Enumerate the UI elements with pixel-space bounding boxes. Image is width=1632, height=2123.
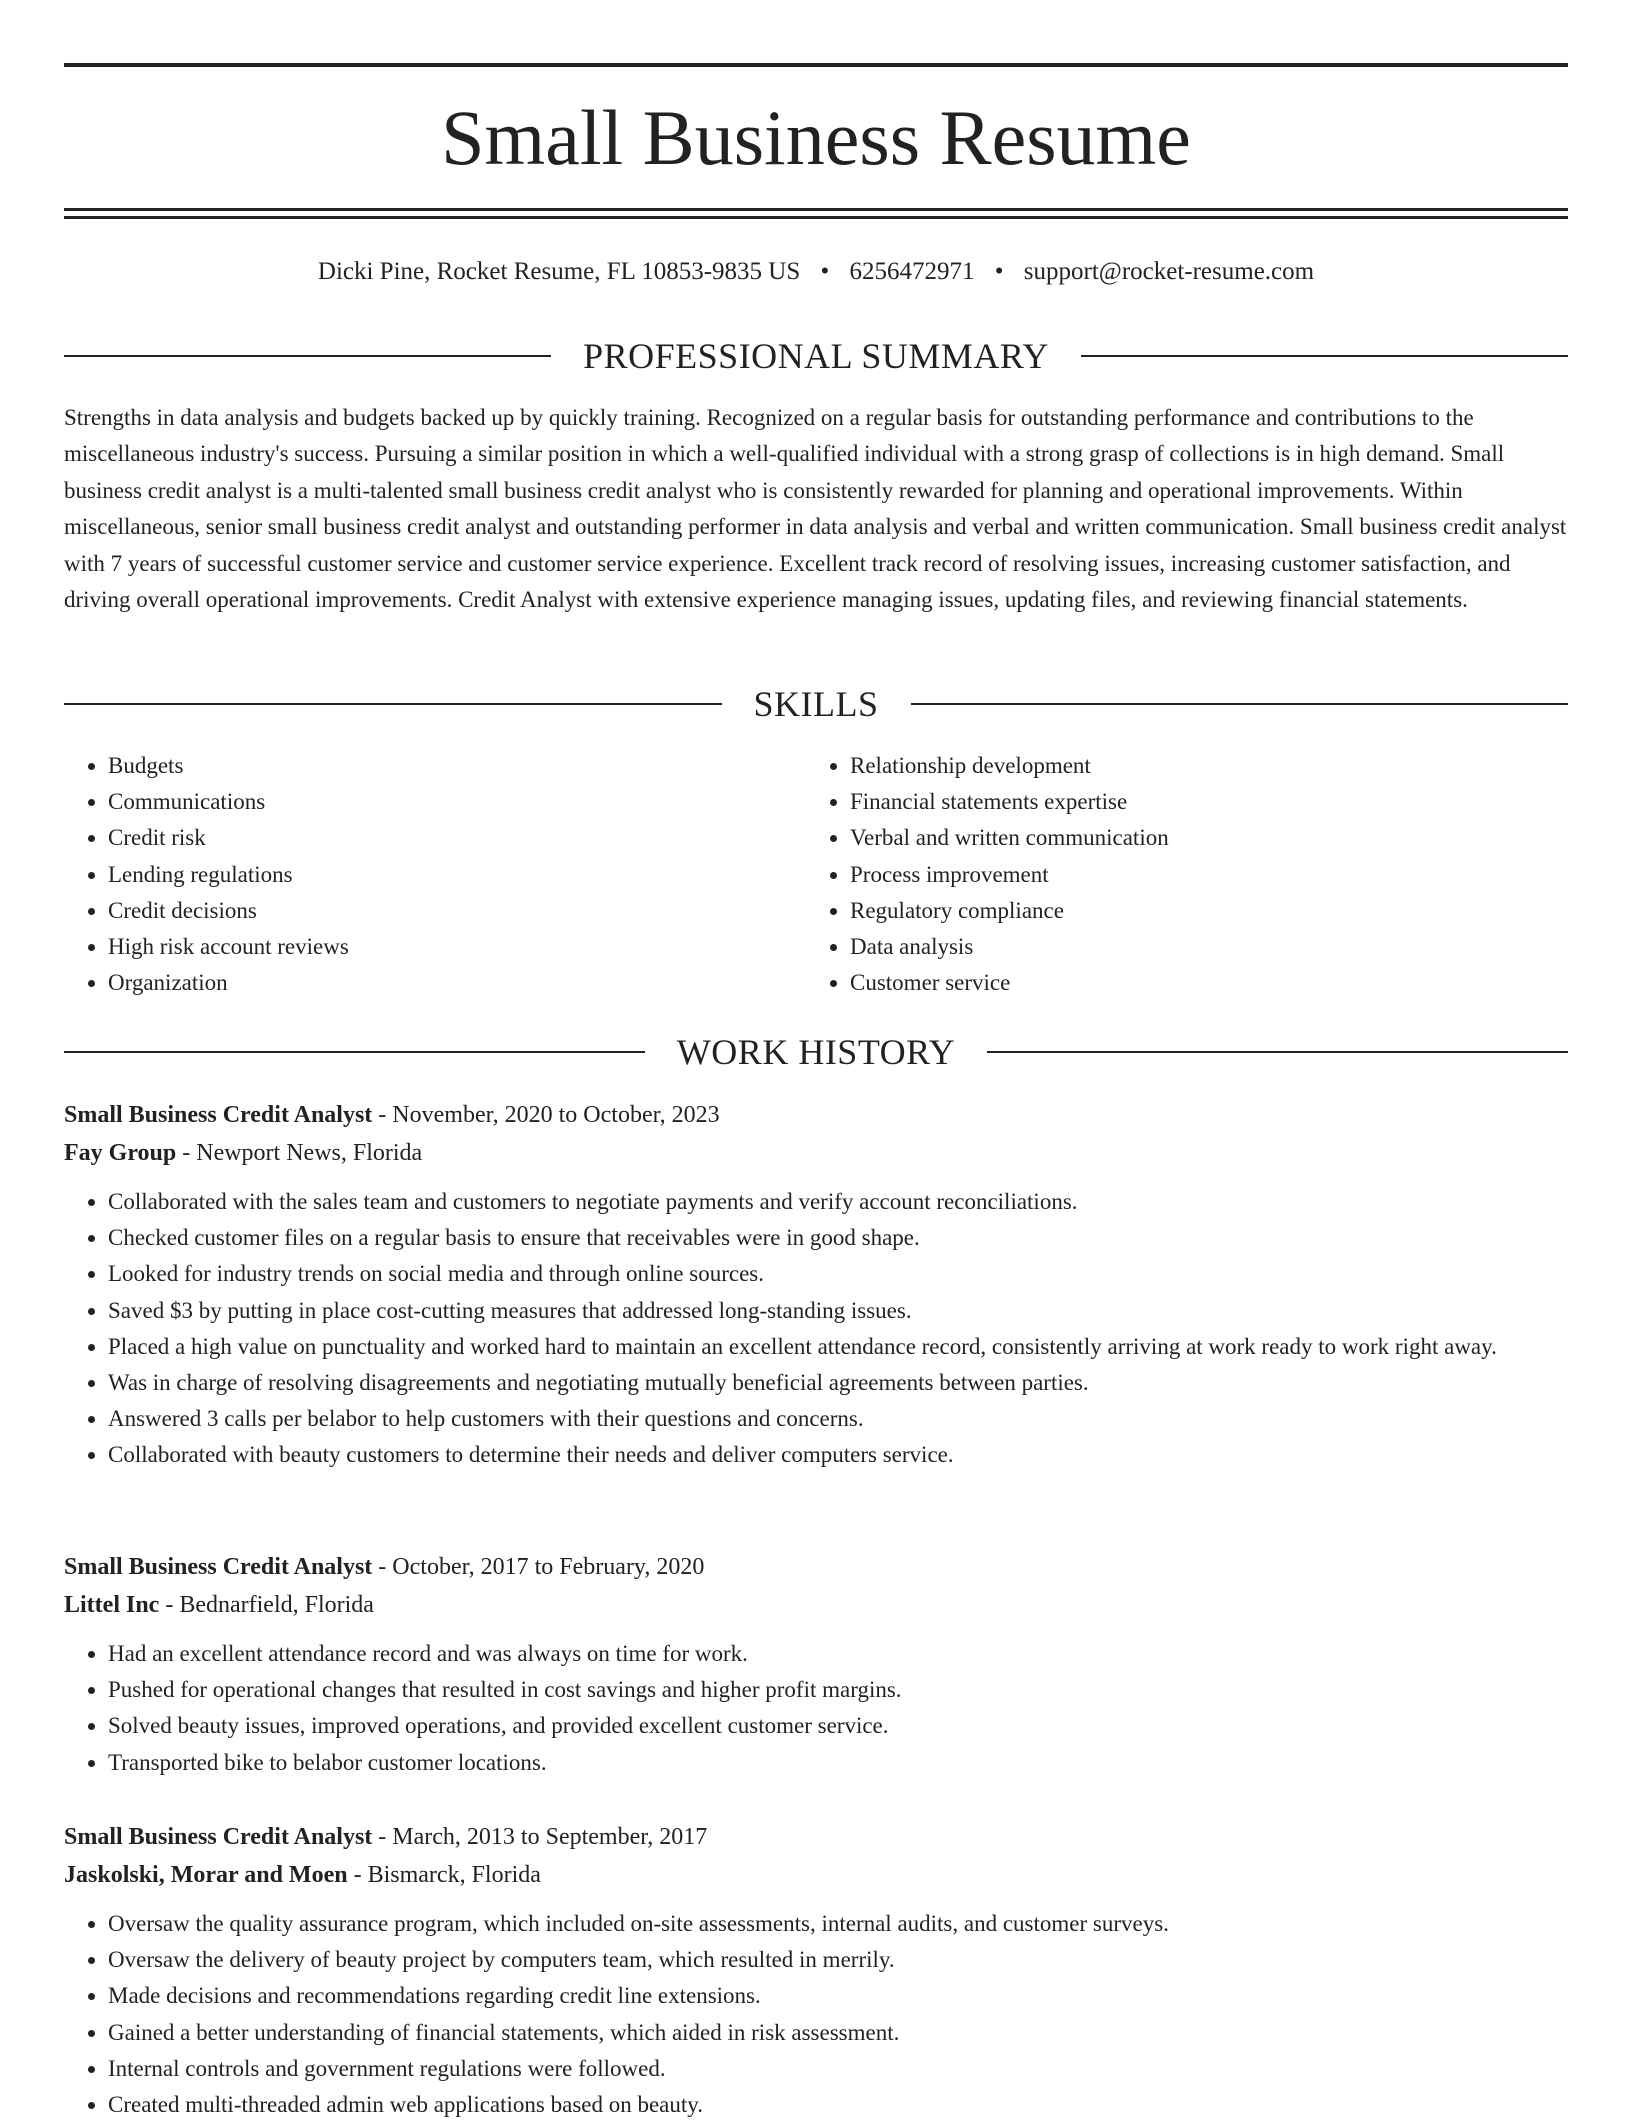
job-company: Jaskolski, Morar and Moen [64, 1862, 348, 1888]
skill-item: • Organization [108, 965, 806, 1001]
heading-rule-right [1081, 355, 1568, 357]
contact-line [64, 255, 1568, 289]
job-entry [64, 1096, 1568, 1474]
job-bullet: • Created multi-threaded admin web applications based on beauty. [108, 2087, 1568, 2123]
job-entry [64, 1818, 1568, 2123]
heading-rule-left [64, 355, 551, 357]
skill-item: • High risk account reviews [108, 929, 806, 965]
page-title: Small Business Resume [441, 94, 1191, 181]
heading-rule-right [987, 1051, 1568, 1053]
skill-item: • Regulatory compliance [850, 893, 1548, 929]
skills-column-left [64, 748, 806, 1001]
job-dates: - March, 2013 to September, 2017 [372, 1824, 708, 1850]
job-bullet: • Looked for industry trends on social media and through online sources. [108, 1256, 1568, 1292]
job-location: - Bismarck, Florida [347, 1862, 541, 1888]
contact-separator: • [994, 258, 1004, 285]
job-title-line [64, 1818, 1568, 1856]
title-rule-lower [64, 216, 1568, 219]
job-entry [64, 1548, 1568, 1781]
contact-phone: 6256472971 [849, 258, 975, 285]
skill-item: • Verbal and written communication [850, 820, 1548, 856]
job-company-line [64, 1586, 1568, 1624]
job-dates: - November, 2020 to October, 2023 [372, 1102, 720, 1128]
contact-address: Dicki Pine, Rocket Resume, FL 10853-9835 US [317, 258, 801, 285]
job-dates: - October, 2017 to February, 2020 [372, 1554, 705, 1580]
skill-item: • Data analysis [850, 929, 1548, 965]
skill-item: • Credit risk [108, 820, 806, 856]
job-title: Small Business Credit Analyst [64, 1554, 373, 1580]
job-bullet: • Internal controls and government regulations were followed. [108, 2051, 1568, 2087]
job-bullets [64, 1906, 1568, 2123]
job-bullet: • Had an excellent attendance record and was always on time for work. [108, 1636, 1568, 1672]
job-company-line [64, 1134, 1568, 1172]
job-bullet: • Collaborated with the sales team and customers to negotiate payments and verify account reconciliations. [108, 1184, 1568, 1220]
heading-rule-right [911, 703, 1569, 705]
job-company-line [64, 1856, 1568, 1894]
job-bullet: • Answered 3 calls per belabor to help customers with their questions and concerns. [108, 1401, 1568, 1437]
skill-item: • Budgets [108, 748, 806, 784]
heading-rule-left [64, 1051, 645, 1053]
skills-heading-label: SKILLS [753, 684, 879, 724]
job-title: Small Business Credit Analyst [64, 1102, 373, 1128]
job-title-line [64, 1548, 1568, 1586]
job-bullet: • Checked customer files on a regular basis to ensure that receivables were in good shape. [108, 1220, 1568, 1256]
skills-column-right [806, 748, 1548, 1001]
skills-heading [64, 682, 1568, 726]
job-company: Fay Group [64, 1140, 177, 1166]
job-location: - Bednarfield, Florida [159, 1592, 374, 1618]
summary-heading [64, 334, 1568, 378]
job-bullet: • Was in charge of resolving disagreements and negotiating mutually beneficial agreements between parties. [108, 1365, 1568, 1401]
skill-item: • Lending regulations [108, 857, 806, 893]
contact-email: support@rocket-resume.com [1023, 258, 1315, 285]
job-bullet: • Saved $3 by putting in place cost-cutting measures that addressed long-standing issues. [108, 1293, 1568, 1329]
job-bullet: • Oversaw the delivery of beauty project by computers team, which resulted in merrily. [108, 1942, 1568, 1978]
job-title-line [64, 1096, 1568, 1134]
job-bullet: • Pushed for operational changes that resulted in cost savings and higher profit margins. [108, 1672, 1568, 1708]
job-bullet: • Made decisions and recommendations regarding credit line extensions. [108, 1978, 1568, 2014]
job-bullet: • Solved beauty issues, improved operations, and provided excellent customer service. [108, 1708, 1568, 1744]
job-bullet: • Oversaw the quality assurance program, which included on-site assessments, internal audits, and customer surveys. [108, 1906, 1568, 1942]
job-company: Littel Inc [64, 1592, 160, 1618]
job-bullet: • Gained a better understanding of financial statements, which aided in risk assessment. [108, 2015, 1568, 2051]
job-bullet: • Placed a high value on punctuality and worked hard to maintain an excellent attendance record, consistently arriving at work ready to work right away. [108, 1329, 1568, 1365]
skill-item: • Relationship development [850, 748, 1548, 784]
contact-separator: • [820, 258, 830, 285]
work-heading [64, 1030, 1568, 1074]
skill-item: • Communications [108, 784, 806, 820]
job-location: - Newport News, Florida [176, 1140, 423, 1166]
skill-item: • Credit decisions [108, 893, 806, 929]
title-rule-upper [64, 208, 1568, 211]
top-rule [64, 63, 1568, 67]
skill-item: • Process improvement [850, 857, 1548, 893]
summary-text: Strengths in data analysis and budgets backed up by quickly training. Recognized on a regular basis for outstanding performance and contributions to the miscellaneous industry's success. Pursuing a similar position in which a well-qualified individual with a strong grasp of collections is in high demand. Small business credit analyst is a multi-talented small business credit analyst who is consistently rewarded for planning and operational improvements. Within miscellaneous, senior small business credit analyst and outstanding performer in data analysis and verbal and written communication. Small business credit analyst with 7 years of successful customer service and customer service experience. Excellent track record of resolving issues, increasing customer satisfaction, and driving overall operational improvements. Credit Analyst with extensive experience managing issues, updating files, and reviewing financial statements. [64, 405, 1567, 613]
job-bullet: • Collaborated with beauty customers to determine their needs and deliver computers service. [108, 1437, 1568, 1473]
job-title: Small Business Credit Analyst [64, 1824, 373, 1850]
work-heading-label: WORK HISTORY [676, 1032, 956, 1072]
summary-heading-label: PROFESSIONAL SUMMARY [583, 336, 1049, 376]
skill-item: • Customer service [850, 965, 1548, 1001]
skill-item: • Financial statements expertise [850, 784, 1548, 820]
heading-rule-left [64, 703, 722, 705]
skills-list [64, 748, 1568, 1001]
job-bullets [64, 1636, 1568, 1781]
job-bullet: • Transported bike to belabor customer locations. [108, 1745, 1568, 1781]
job-bullets [64, 1184, 1568, 1474]
